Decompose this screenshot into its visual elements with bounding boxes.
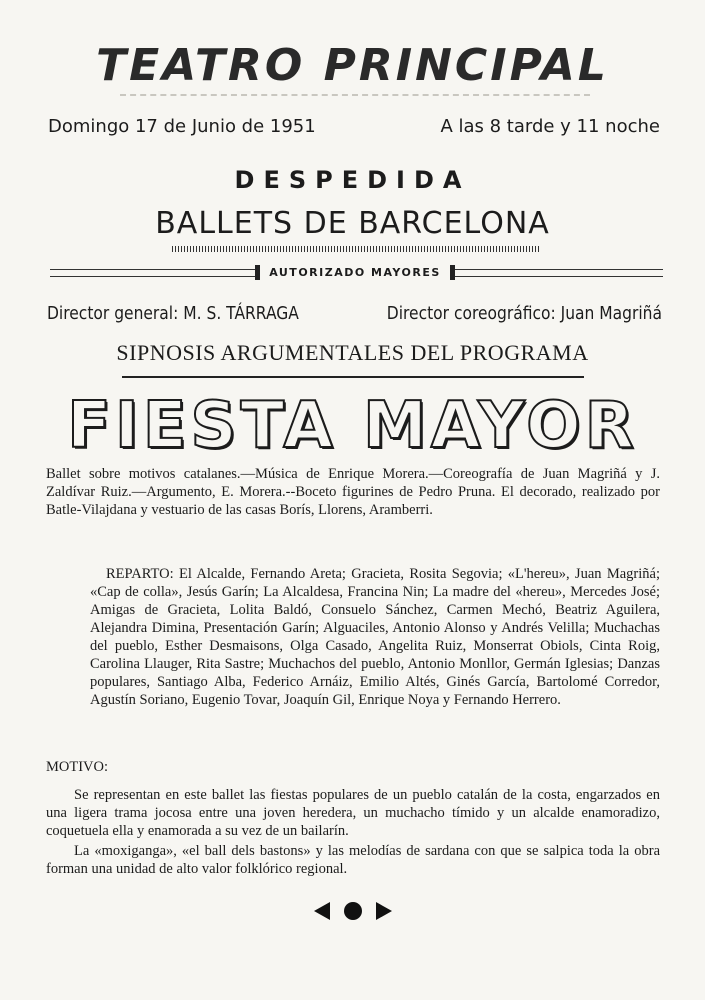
- cast-paragraph: REPARTO: El Alcalde, Fernando Areta; Gracieta, Rosita Segovia; «L'hereu», Juan Magriñá; «Cap de colla», Jesús Garín; La Alcaldesa, Francina Nin; La madre del «hereu», Mercedes José; Amigas de Gracieta, Lolita Baldó, Consuelo Sánchez, Carmen Mechó, Beatriz Aguilera, Alejandra Dimina, Presentación Garín; Alguaciles, Antonio Alonso y Andrés Velilla; Muchachas del pueblo, Esther Desmaisons, Olga Casado, Angelita Ruiz, Monserrat Obiols, Cinta Roig, Carolina Llauger, Rita Sastre; Muchachos del pueblo, Antonio Monllor, Germán Iglesias; Danzas populares, Santiago Alba, Federico Arnáiz, Emilio Altés, Ginés García, Bartolomé Corredor, Agustín Soriano, Eugenio Tovar, Joaquín Gil, Enrique Noya y Fernando Herrero.: [90, 566, 660, 708]
- double-rule-right: [455, 269, 663, 277]
- triangle-right-icon: [376, 902, 392, 920]
- motive-paragraph-2: La «moxiganga», «el ball dels bastons» y las melodías de sardana con que se salpica toda la obra forman una unidad de alto valor folklórico regional.: [46, 843, 660, 877]
- footer-ornament: [0, 902, 705, 920]
- synopsis-underline: [122, 376, 584, 378]
- motive-paragraph-1: Se representan en este ballet las fiestas populares de un pueblo catalán de la costa, engarzados en una ligera trama jocosa entre una joven heredera, un muchacho tímido y un alcalde enamoradizo, coquetuela ella y enamorada a su vez de un bailarín.: [46, 787, 660, 839]
- theatre-underline: [120, 94, 590, 98]
- performance-showtimes: A las 8 tarde y 11 noche: [440, 116, 660, 137]
- director-general: Director general: M. S. TÁRRAGA: [47, 303, 299, 324]
- circle-icon: [344, 902, 362, 920]
- theatre-name: TEATRO PRINCIPAL: [96, 40, 609, 91]
- rating-badge: AUTORIZADO MAYORES: [255, 265, 455, 280]
- synopsis-heading: SIPNOSIS ARGUMENTALES DEL PROGRAMA: [116, 340, 589, 365]
- ballet-title: FIESTA MAYOR: [67, 389, 638, 463]
- performance-date: Domingo 17 de Junio de 1951: [48, 116, 316, 137]
- double-rule-left: [50, 269, 255, 277]
- credits-paragraph: Ballet sobre motivos catalanes.—Música de Enrique Morera.—Coreografía de Juan Magriñá y J. Zaldívar Ruiz.—Argumento, E. Morera.--Boceto figurines de Pedro Pruna. El decorado, realizado por Batle-Vilajdana y vestuario de las casas Borís, Llorens, Aramberri.: [46, 466, 660, 518]
- motive-label: MOTIVO:: [46, 759, 109, 775]
- company-name: BALLETS DE BARCELONA: [155, 206, 550, 241]
- director-choreographic: Director coreográfico: Juan Magriñá: [386, 303, 662, 324]
- triangle-left-icon: [314, 902, 330, 920]
- farewell-heading: DESPEDIDA: [234, 166, 471, 194]
- directors-line: [47, 303, 662, 324]
- dotted-divider: [172, 246, 540, 252]
- performance-dateline: [48, 116, 660, 137]
